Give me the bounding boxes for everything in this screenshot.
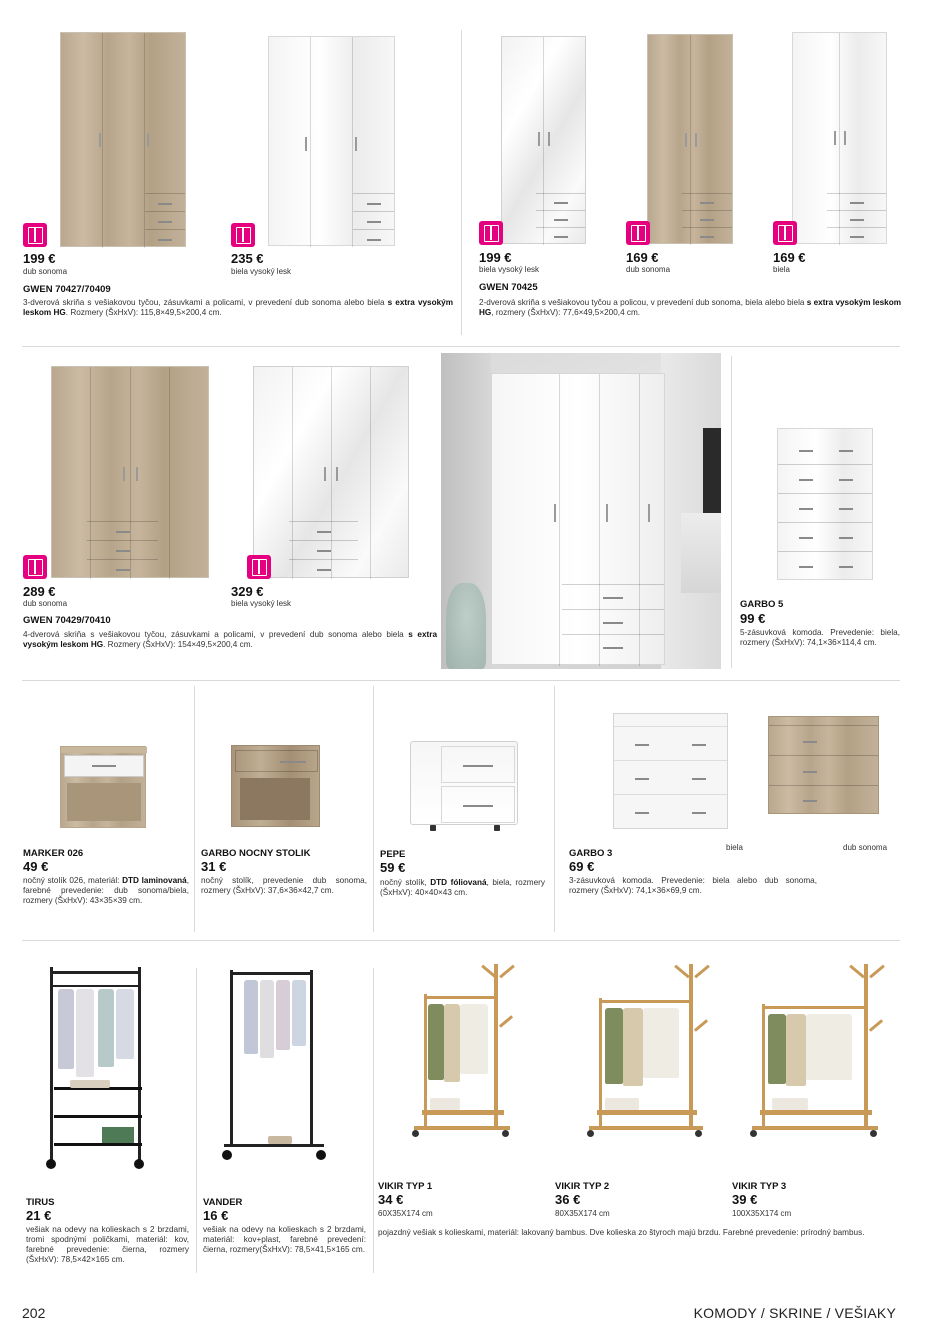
nightstand-garbo-image [231, 745, 320, 827]
bedroom-wardrobe-photo [441, 353, 721, 669]
gwen-70425-oak-price: 169 € [626, 250, 659, 265]
vikir-1-size: 60X35X174 cm [378, 1209, 433, 1218]
page-number: 202 [22, 1305, 46, 1321]
wardrobe-category-icon [479, 221, 503, 245]
vander-price: 16 € [203, 1208, 229, 1223]
chest-garbo3-white-image [613, 713, 728, 829]
wardrobe-category-icon [247, 555, 271, 579]
wardrobe-category-icon [23, 555, 47, 579]
wardrobe-category-icon [626, 221, 650, 245]
garbo-nightstand-description: nočný stolík, prevedenie dub sonoma, rozmery (ŠxHxV): 37,6×36×42,7 cm. [201, 876, 367, 895]
vikir-1-price: 34 € [378, 1192, 404, 1207]
garbo5-price: 99 € [740, 611, 766, 626]
garbo5-description: 5-zásuvková komoda. Prevedenie: biela, rozmery (ŠxHxV): 74,1×36×114,4 cm. [740, 628, 900, 647]
gwen-70427-description: 3-dverová skriňa s vešiakovou tyčou, zásuvkami a policami, v prevedení dub sonoma alebo biela s extra vysokým leskom HG. Rozmery (ŠxHxV): 115,8×49,5×200,4 cm. [23, 298, 453, 317]
wardrobe-gwen-70425-white-image [792, 32, 887, 244]
marker-price: 49 € [23, 859, 49, 874]
clothes-rack-vikir-3-image [748, 960, 898, 1140]
clothes-rack-tirus-image [40, 965, 155, 1170]
vikir-2-size: 80X35X174 cm [555, 1209, 610, 1218]
pepe-name: PEPE [380, 849, 406, 860]
gwen-70425-gloss-finish: biela vysoký lesk [479, 265, 540, 274]
gwen-70425-gloss-price: 199 € [479, 250, 512, 265]
vander-description: vešiak na odevy na kolieskach s 2 brzdami, materiál: kov+plast, farebné prevedení: čierna, rozmery(ŠxHxV): 78,5×41,5×165 cm. [203, 1225, 366, 1254]
tirus-price: 21 € [26, 1208, 52, 1223]
gwen-70429-description: 4-dverová skriňa s vešiakovou tyčou, zásuvkami a policami, v prevedení dub sonoma alebo biela s extra vysokým leskom HG. Rozmery (ŠxHxV): 154×49,5×200,4 cm. [23, 630, 437, 649]
garbo3-name: GARBO 3 [569, 848, 613, 859]
divider [373, 968, 374, 1273]
garbo3-label-white: biela [726, 843, 743, 852]
garbo3-label-oak: dub sonoma [843, 843, 888, 852]
wardrobe-gwen-70429-oak-image [51, 366, 209, 578]
divider [461, 30, 462, 335]
vikir-3-size: 100X35X174 cm [732, 1209, 792, 1218]
divider [731, 356, 732, 668]
gwen-70409-price: 235 € [231, 251, 264, 266]
gwen-70410-finish: biela vysoký lesk [231, 599, 292, 608]
vikir-description: pojazdný vešiak s kolieskami, materiál: lakovaný bambus. Dve kolieska zo štyroch majú brzdu. Farebné prevedenie: prírodný bambus. [378, 1228, 865, 1237]
divider [554, 686, 555, 932]
nightstand-marker-image [60, 746, 146, 828]
garbo3-price: 69 € [569, 859, 595, 874]
gwen-70429-price: 289 € [23, 584, 56, 599]
garbo-nightstand-price: 31 € [201, 859, 227, 874]
wardrobe-category-icon [231, 223, 255, 247]
clothes-rack-vikir-1-image [410, 960, 530, 1140]
divider [22, 940, 900, 941]
wardrobe-category-icon [23, 223, 47, 247]
vander-name: VANDER [203, 1197, 243, 1208]
divider [196, 968, 197, 1273]
vikir-3-name: VIKIR TYP 3 [732, 1181, 787, 1192]
divider [22, 346, 900, 347]
garbo-nightstand-name: GARBO NOCNY STOLIK [201, 848, 311, 859]
pepe-price: 59 € [380, 860, 406, 875]
chest-garbo5-image [777, 428, 873, 580]
tirus-name: TIRUS [26, 1197, 55, 1208]
garbo3-description: 3-zásuvková komoda. Prevedenie: biela alebo dub sonoma, rozmery (ŠxHxV): 74,1×36×69,9 cm. [569, 876, 817, 895]
gwen-70410-price: 329 € [231, 584, 264, 599]
clothes-rack-vander-image [222, 968, 332, 1166]
wardrobe-gwen-70427-oak-image [60, 32, 186, 247]
wardrobe-gwen-70425-oak-image [647, 34, 733, 244]
marker-description: nočný stolík 026, materiál: DTD laminovaná, farebné prevedenie: dub sonoma/biela, rozmery (ŠxHxV): 43×35×39 cm. [23, 876, 189, 905]
pepe-description: nočný stolík, DTD fóliovaná, biela, rozmery (ŠxHxV): 40×40×43 cm. [380, 878, 545, 897]
divider [194, 686, 195, 932]
chest-garbo3-oak-image [768, 716, 879, 814]
garbo5-name: GARBO 5 [740, 599, 784, 610]
gwen-70409-finish: biela vysoký lesk [231, 267, 292, 276]
marker-name: MARKER 026 [23, 848, 84, 859]
wardrobe-gwen-70425-gloss-image [501, 36, 586, 244]
wardrobe-gwen-70410-gloss-image [253, 366, 409, 578]
gwen-70425-description: 2-dverová skriňa s vešiakovou tyčou a policou, v prevedení dub sonoma, biela alebo biela s extra vysokým leskom HG, rozmery (ŠxHxV): 77,6×49,5×200,4 cm. [479, 298, 901, 317]
gwen-70425-name: GWEN 70425 [479, 282, 538, 293]
tirus-description: vešiak na odevy na kolieskach s 2 brzdami, tromi spodnými poličkami, materiál: kov, farebné prevedenie: čierna, rozmery (ŠxHxV): 78,5×42×165 cm. [26, 1225, 189, 1264]
section-title: KOMODY / SKRINE / VEŠIAKY [693, 1305, 896, 1321]
gwen-70427-finish: dub sonoma [23, 267, 68, 276]
gwen-70427-name: GWEN 70427/70409 [23, 284, 111, 295]
vikir-2-name: VIKIR TYP 2 [555, 1181, 610, 1192]
wardrobe-gwen-70409-white-image [268, 36, 395, 246]
gwen-70425-white-price: 169 € [773, 250, 806, 265]
clothes-rack-vikir-2-image [585, 960, 725, 1140]
gwen-70429-name: GWEN 70429/70410 [23, 615, 111, 626]
gwen-70425-white-finish: biela [773, 265, 790, 274]
wardrobe-category-icon [773, 221, 797, 245]
vikir-2-price: 36 € [555, 1192, 581, 1207]
gwen-70425-oak-finish: dub sonoma [626, 265, 671, 274]
divider [22, 680, 900, 681]
gwen-70427-price: 199 € [23, 251, 56, 266]
divider [373, 686, 374, 932]
vikir-1-name: VIKIR TYP 1 [378, 1181, 433, 1192]
gwen-70429-finish: dub sonoma [23, 599, 68, 608]
nightstand-pepe-image [410, 741, 518, 825]
vikir-3-price: 39 € [732, 1192, 758, 1207]
